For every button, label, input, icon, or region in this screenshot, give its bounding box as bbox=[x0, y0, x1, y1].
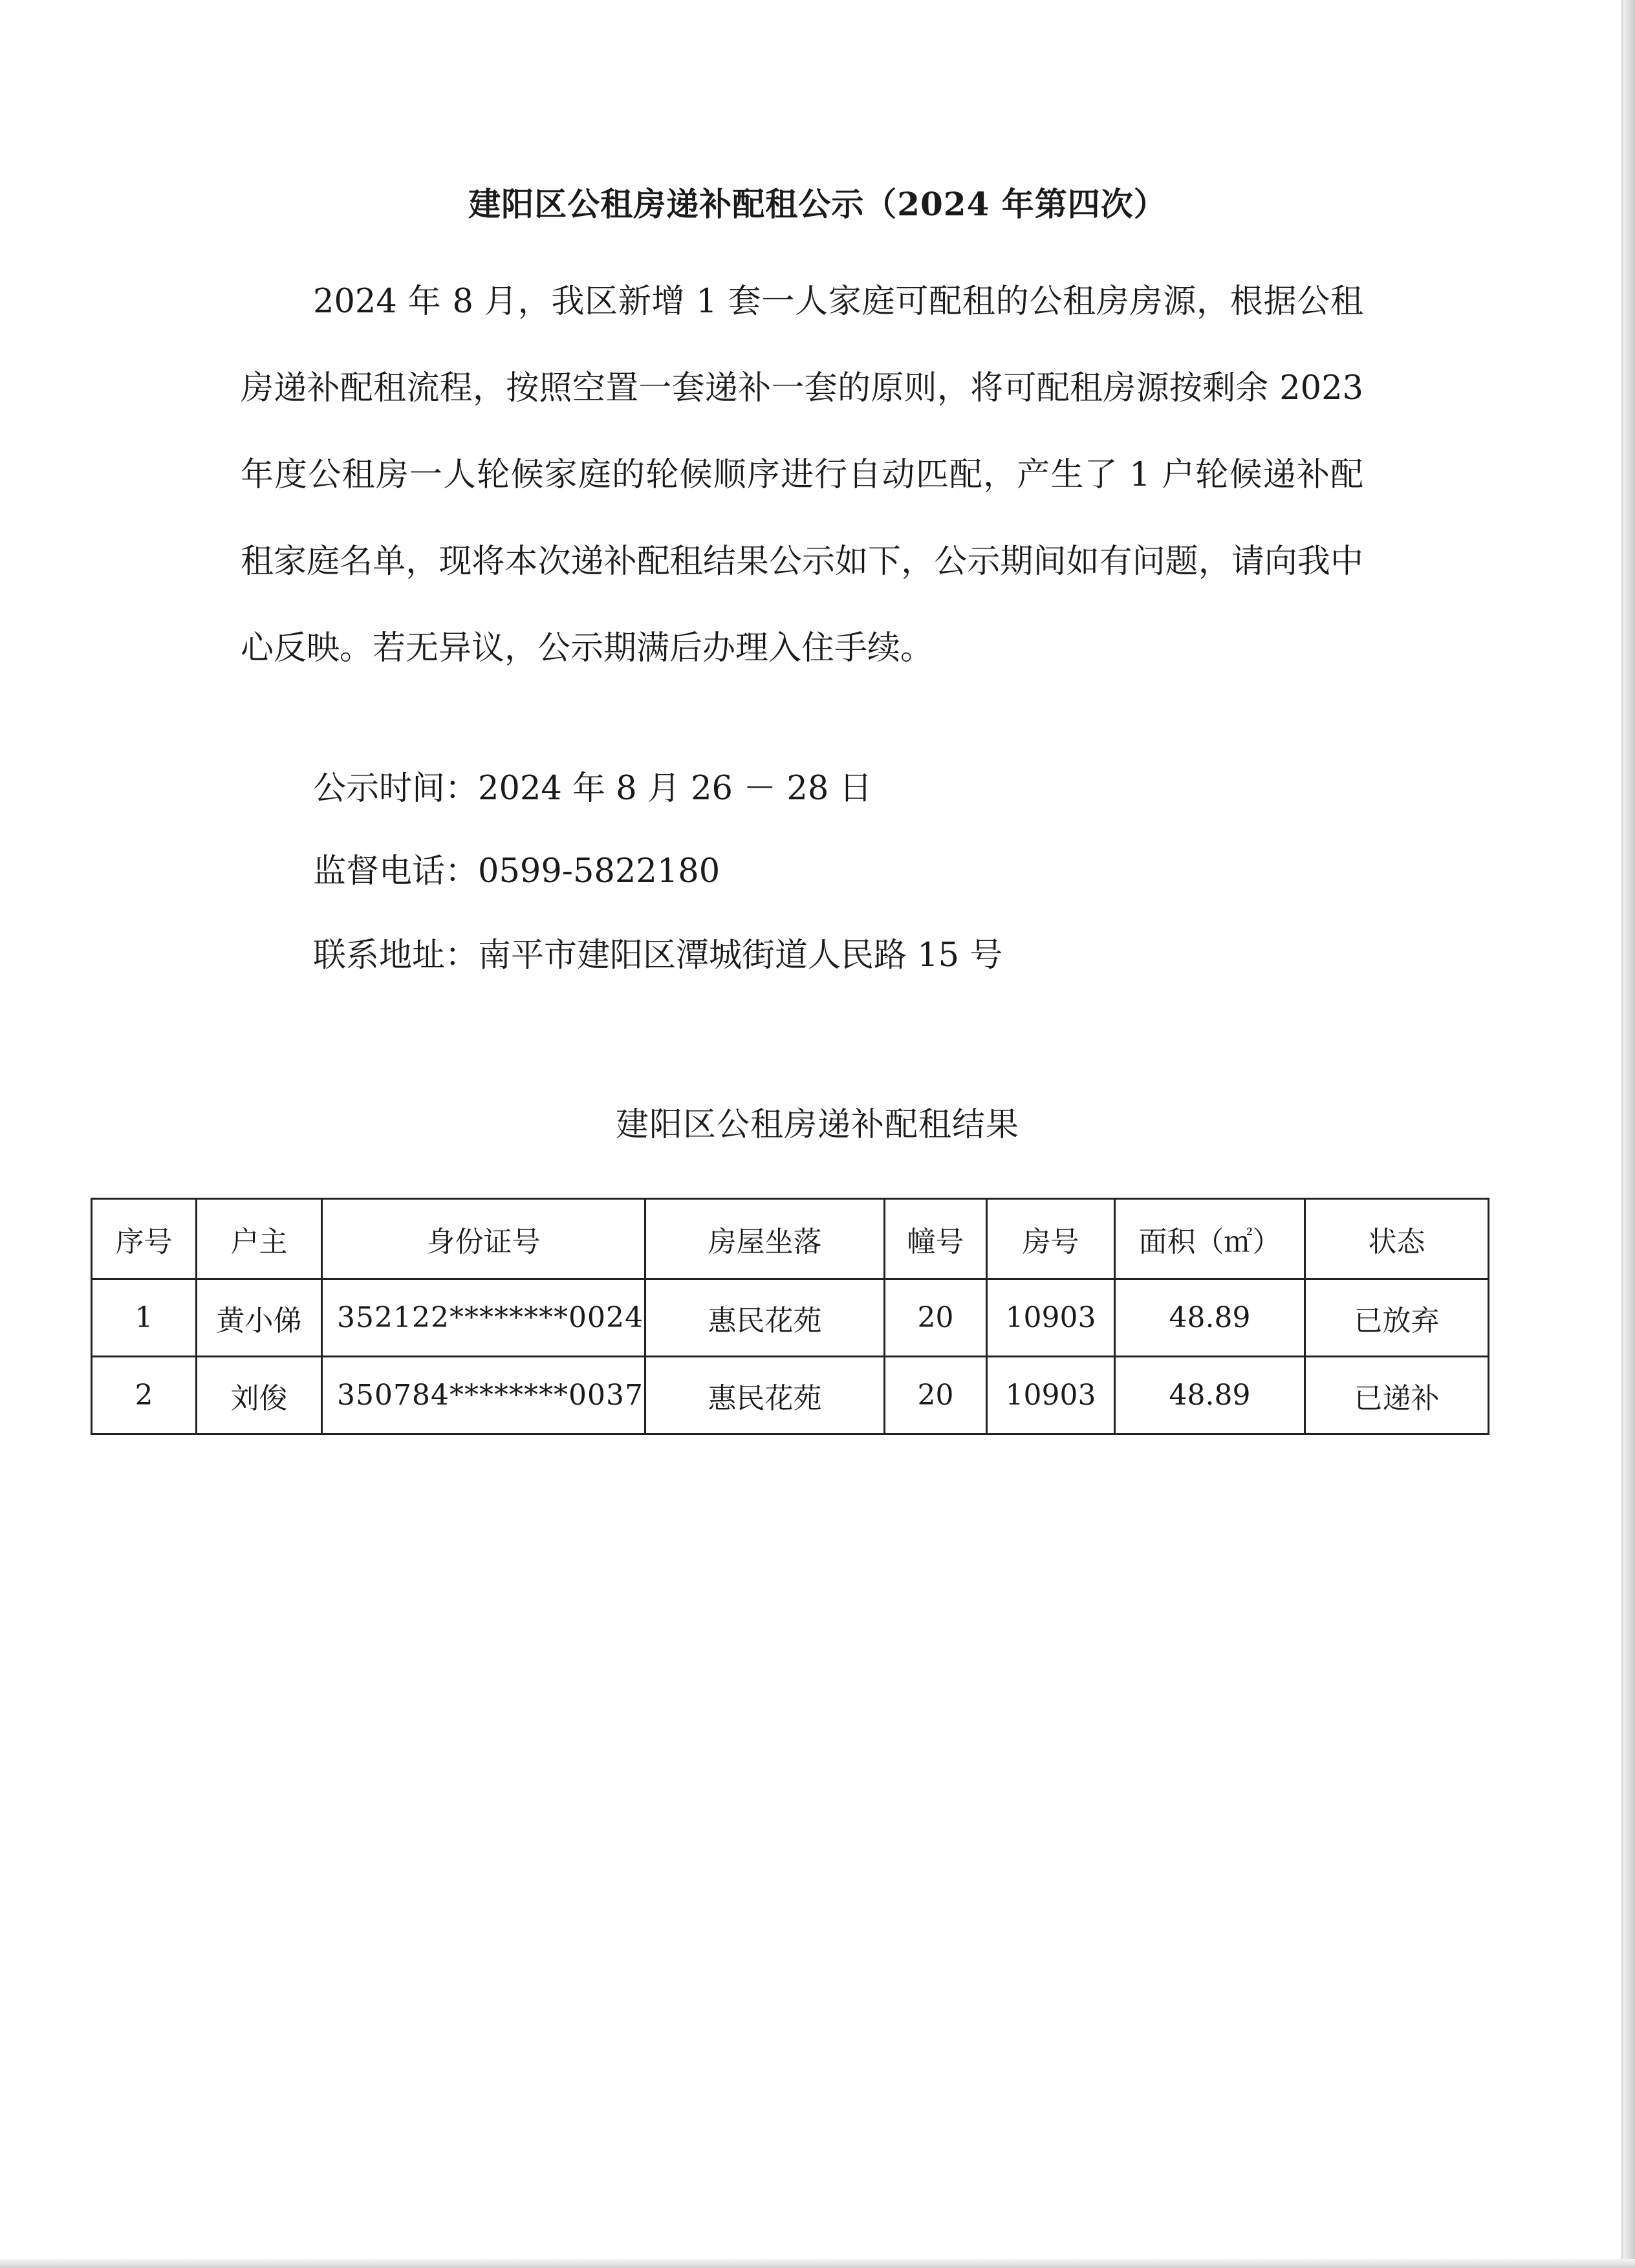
cell-room: 10903 bbox=[987, 1279, 1115, 1357]
header-location: 房屋坐落 bbox=[645, 1199, 885, 1279]
cell-location: 惠民花苑 bbox=[645, 1357, 885, 1434]
header-householder: 户主 bbox=[197, 1199, 322, 1279]
cell-area: 48.89 bbox=[1115, 1279, 1305, 1357]
cell-status: 已放弃 bbox=[1305, 1279, 1489, 1357]
cell-householder: 黄小俤 bbox=[197, 1279, 322, 1357]
supervision-phone-label: 监督电话： bbox=[313, 852, 479, 891]
cell-index: 1 bbox=[92, 1279, 197, 1357]
header-index: 序号 bbox=[92, 1199, 197, 1279]
header-area: 面积（㎡） bbox=[1115, 1199, 1305, 1279]
header-building: 幢号 bbox=[885, 1199, 987, 1279]
announcement-period-value: 2024 年 8 月 26 － 28 日 bbox=[478, 770, 872, 808]
header-status: 状态 bbox=[1305, 1199, 1489, 1279]
cell-id-number: 352122********0024 bbox=[322, 1279, 645, 1357]
cell-index: 2 bbox=[92, 1357, 197, 1434]
result-table bbox=[91, 1198, 1489, 1435]
cell-id-number: 350784********0037 bbox=[322, 1357, 645, 1434]
header-room: 房号 bbox=[987, 1199, 1115, 1279]
cell-status: 已递补 bbox=[1305, 1357, 1489, 1434]
supervision-phone bbox=[313, 846, 720, 898]
cell-area: 48.89 bbox=[1115, 1357, 1305, 1434]
announcement-period bbox=[313, 763, 872, 815]
cell-building: 20 bbox=[885, 1357, 987, 1434]
announcement-period-label: 公示时间： bbox=[313, 770, 479, 808]
cell-location: 惠民花苑 bbox=[645, 1279, 885, 1357]
document-title: 建阳区公租房递补配租公示（2024 年第四次） bbox=[468, 185, 1167, 223]
cell-householder: 刘俊 bbox=[197, 1357, 322, 1434]
table-row bbox=[92, 1279, 1489, 1357]
cell-building: 20 bbox=[885, 1279, 987, 1357]
table-title: 建阳区公租房递补配租结果 bbox=[615, 1106, 1019, 1144]
table-header-row bbox=[92, 1199, 1489, 1279]
body-paragraph: 2024 年 8 月，我区新增 1 套一人家庭可配租的公租房房源，根据公租房递补配租流程，按照空置一套递补一套的原则，将可配租房源按剩余 2023 年度公租房一人轮候家庭的轮候顺序进行自动匹配，产生了 1 户轮候递补配租家庭名单，现将本次递补配租结果公示如下，公示期间如有问题，请向我中心反映。若无异议，公示期满后办理入住手续。 bbox=[241, 283, 1363, 667]
table-row bbox=[92, 1357, 1489, 1434]
contact-address-label: 联系地址： bbox=[313, 936, 479, 975]
contact-address bbox=[313, 930, 1002, 982]
page-bottom-shadow bbox=[0, 2259, 1635, 2268]
header-id-number: 身份证号 bbox=[322, 1199, 645, 1279]
contact-address-value: 南平市建阳区潭城街道人民路 15 号 bbox=[478, 936, 1003, 975]
supervision-phone-value: 0599-5822180 bbox=[478, 852, 720, 891]
cell-room: 10903 bbox=[987, 1357, 1115, 1434]
